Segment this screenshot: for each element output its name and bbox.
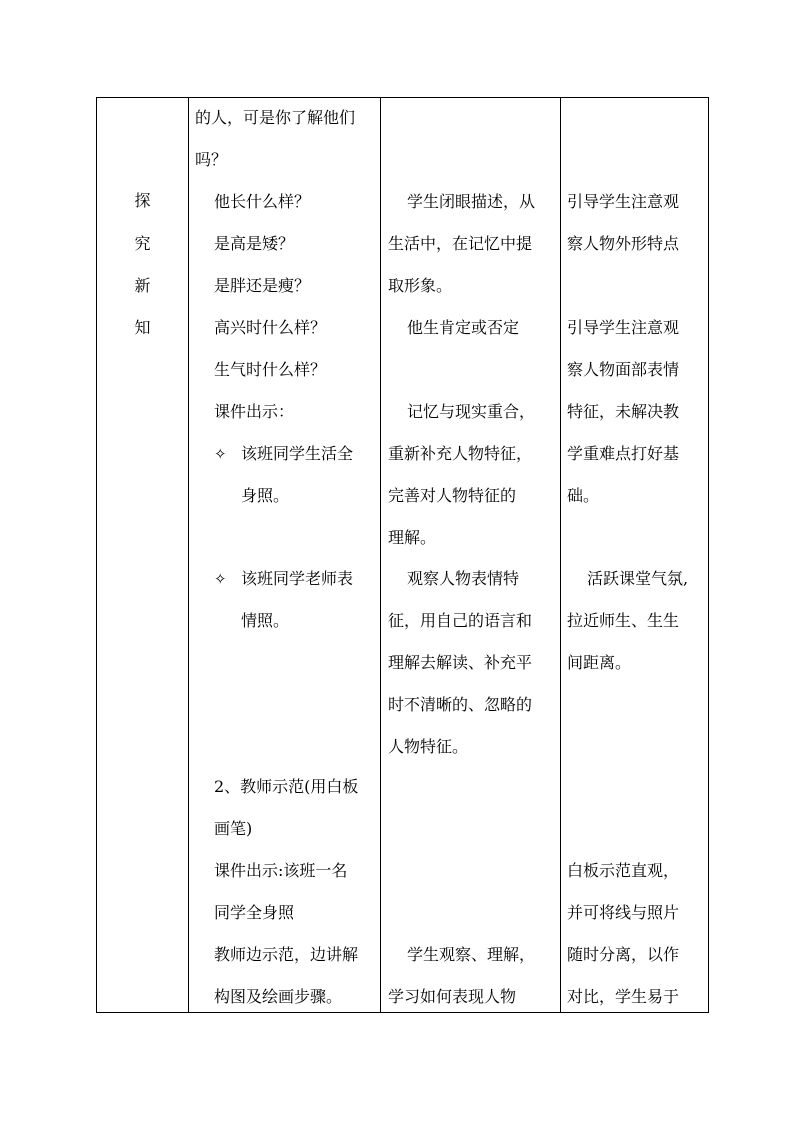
student-line: 完善对人物特征的 <box>388 486 517 505</box>
intent-line: 对比，学生易于 <box>567 987 680 1006</box>
content-line: 吗？ <box>195 150 228 169</box>
content-line: 是胖还是瘦？ <box>214 276 311 295</box>
student-line: 学生观察、理解， <box>407 945 536 964</box>
intent-line: 间距离。 <box>567 653 632 672</box>
content-line: 身照。 <box>241 486 290 505</box>
student-line: 人物特征。 <box>388 737 469 756</box>
student-line: 学生闭眼描述，从 <box>407 192 536 211</box>
content-line: 2、教师示范(用白板 <box>214 777 359 796</box>
intent-line: 特征，未解决教 <box>567 402 680 421</box>
content-line: 该班同学老师表 <box>241 569 354 588</box>
diamond-bullet-icon: ✧ <box>214 570 227 588</box>
content-line: 课件出示:该班一名 <box>214 861 348 880</box>
stage-char: 探 <box>134 191 151 210</box>
intent-line: 察人物面部表情 <box>567 360 680 379</box>
stage-char: 知 <box>134 318 151 337</box>
content-line: 画笔) <box>214 819 253 838</box>
stage-char: 究 <box>134 234 151 253</box>
content-line: 是高是矮？ <box>214 234 295 253</box>
intent-line: 拉近师生、生生 <box>567 611 680 630</box>
intent-line: 础。 <box>567 486 600 505</box>
content-line: 课件出示： <box>214 402 295 421</box>
student-line: 记忆与现实重合， <box>407 402 536 421</box>
column-divider <box>188 98 189 1012</box>
intent-line: 察人物外形特点 <box>567 234 680 253</box>
lesson-plan-table <box>96 97 709 1013</box>
student-line: 他生肯定或否定 <box>407 318 520 337</box>
student-line: 理解去解读、补充平 <box>388 653 533 672</box>
content-line: 教师边示范，边讲解 <box>214 945 359 964</box>
diamond-bullet-icon: ✧ <box>214 445 227 463</box>
intent-line: 活跃课堂气氛, <box>587 569 689 588</box>
column-divider <box>560 98 561 1012</box>
content-line: 的人，可是你了解他们 <box>195 108 356 127</box>
student-line: 征，用自己的语言和 <box>388 611 533 630</box>
student-line: 生活中，在记忆中提 <box>388 234 533 253</box>
intent-line: 引导学生注意观 <box>567 318 680 337</box>
column-divider <box>380 98 381 1012</box>
stage-char: 新 <box>134 276 151 295</box>
student-line: 学习如何表现人物 <box>388 987 517 1006</box>
student-line: 观察人物表情特 <box>407 569 520 588</box>
content-line: 构图及绘画步骤。 <box>214 987 343 1006</box>
content-line: 情照。 <box>241 611 290 630</box>
student-line: 取形象。 <box>388 276 453 295</box>
content-line: 他长什么样？ <box>214 192 311 211</box>
content-line: 高兴时什么样？ <box>214 318 327 337</box>
intent-line: 学重难点打好基 <box>567 444 680 463</box>
student-line: 理解。 <box>388 528 437 547</box>
content-line: 生气时什么样？ <box>214 360 327 379</box>
content-line: 同学全身照 <box>214 903 295 922</box>
intent-line: 引导学生注意观 <box>567 192 680 211</box>
student-line: 时不清晰的、忽略的 <box>388 695 533 714</box>
content-line: 该班同学生活全 <box>241 444 354 463</box>
intent-line: 并可将线与照片 <box>567 903 680 922</box>
student-line: 重新补充人物特征， <box>388 444 533 463</box>
intent-line: 随时分离，以作 <box>567 945 680 964</box>
intent-line: 白板示范直观， <box>567 861 680 880</box>
